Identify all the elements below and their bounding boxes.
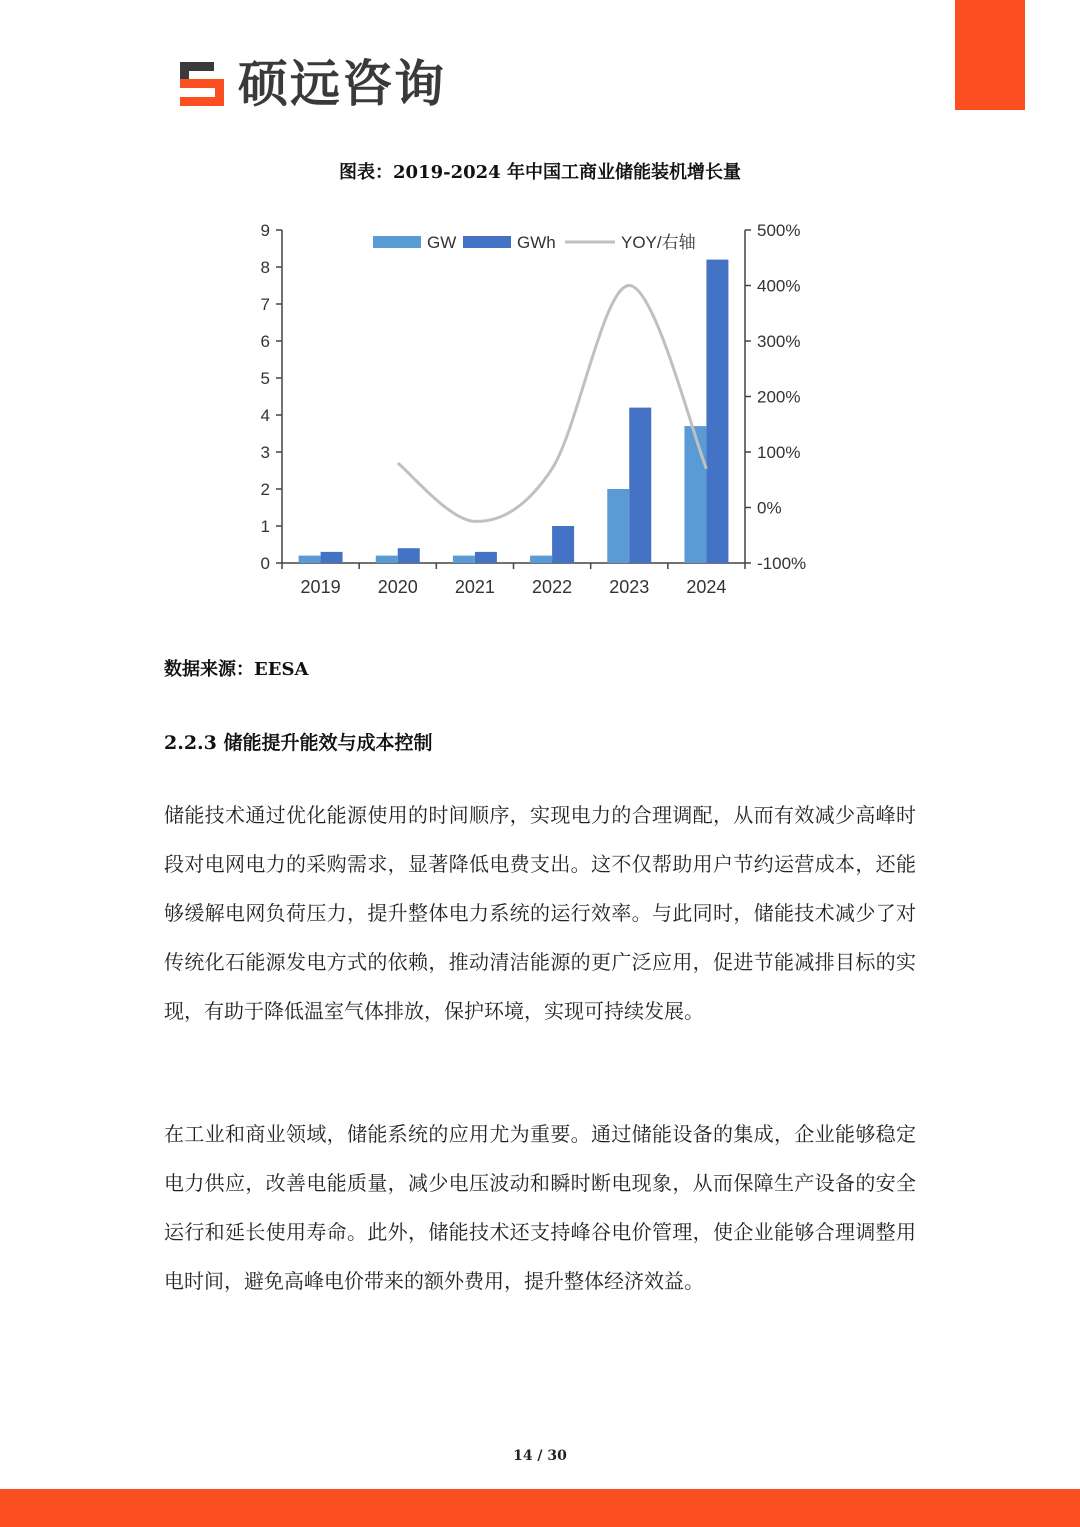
x-tick-label: 2020 xyxy=(377,577,418,597)
x-tick-label: 2024 xyxy=(686,577,727,597)
bar-gwh-2022 xyxy=(552,526,574,563)
right-tick-label: 500% xyxy=(757,221,801,240)
bar-gw-2024 xyxy=(684,426,706,563)
right-tick-label: -100% xyxy=(757,554,807,573)
left-tick-label: 7 xyxy=(260,295,270,314)
brand-logo xyxy=(176,55,446,113)
bar-gwh-2023 xyxy=(629,408,651,563)
left-tick-label: 2 xyxy=(260,480,270,499)
left-tick-label: 5 xyxy=(260,369,270,388)
bar-gwh-2019 xyxy=(321,552,343,563)
x-tick-label: 2019 xyxy=(300,577,341,597)
right-tick-label: 0% xyxy=(757,498,782,518)
legend-label: GWh xyxy=(517,233,556,252)
bar-gwh-2020 xyxy=(398,548,420,563)
left-tick-label: 8 xyxy=(260,258,270,277)
left-tick-label: 9 xyxy=(260,221,270,240)
brand-name: 硕远咨询 xyxy=(238,55,446,113)
bar-gw-2021 xyxy=(453,556,475,563)
right-tick-label: 400% xyxy=(757,276,801,296)
corner-accent-tab xyxy=(955,0,1025,110)
bar-gw-2022 xyxy=(530,556,552,563)
legend-label: YOY/右轴 xyxy=(621,233,696,252)
right-tick-label: 100% xyxy=(757,443,801,462)
legend-label: GW xyxy=(427,233,457,252)
bar-gw-2020 xyxy=(376,556,398,563)
left-tick-label: 0 xyxy=(260,554,270,573)
right-tick-label: 300% xyxy=(757,332,801,351)
bar-gw-2019 xyxy=(299,556,321,563)
logo-mark-icon xyxy=(176,58,228,110)
chart xyxy=(0,210,1080,610)
x-tick-label: 2022 xyxy=(532,577,573,597)
x-tick-label: 2023 xyxy=(609,577,650,597)
legend-swatch-gw xyxy=(373,236,421,248)
bar-gw-2023 xyxy=(607,489,629,563)
yoy-line xyxy=(398,286,707,522)
left-tick-label: 1 xyxy=(260,517,270,536)
paragraph-1: 储能技术通过优化能源使用的时间顺序，实现电力的合理调配，从而有效减少高峰时段对电网电力的采购需求，显著降低电费支出。这不仅帮助用户节约运营成本，还能够缓解电网负荷压力，提升整体电力系统的运行效率。与此同时，储能技术减少了对传统化石能源发电方式的依赖，推动清洁能源的更广泛应用，促进节能减排目标的实现，有助于降低温室气体排放，保护环境，实现可持续发展。 xyxy=(164,803,916,1023)
paragraph-2: 在工业和商业领域，储能系统的应用尤为重要。通过储能设备的集成，企业能够稳定电力供应，改善电能质量，减少电压波动和瞬时断电现象，从而保障生产设备的安全运行和延长使用寿命。此外，储能技术还支持峰谷电价管理，使企业能够合理调整用电时间，避免高峰电价带来的额外费用，提升整体经济效益。 xyxy=(164,1122,916,1293)
page-number: 14 / 30 xyxy=(513,1448,567,1464)
left-tick-label: 6 xyxy=(260,332,270,351)
section-heading: 2.2.3 储能提升能效与成本控制 xyxy=(164,732,433,754)
left-tick-label: 4 xyxy=(260,406,270,425)
bar-gwh-2021 xyxy=(475,552,497,563)
data-source: 数据来源：EESA xyxy=(164,659,309,680)
legend-swatch-gwh xyxy=(463,236,511,248)
right-tick-label: 200% xyxy=(757,387,801,407)
footer-accent-bar xyxy=(0,1489,1080,1527)
x-tick-label: 2021 xyxy=(454,577,495,597)
chart-title: 图表：2019-2024 年中国工商业储能装机增长量 xyxy=(339,162,741,183)
left-tick-label: 3 xyxy=(260,443,270,462)
bar-gwh-2024 xyxy=(706,260,728,563)
